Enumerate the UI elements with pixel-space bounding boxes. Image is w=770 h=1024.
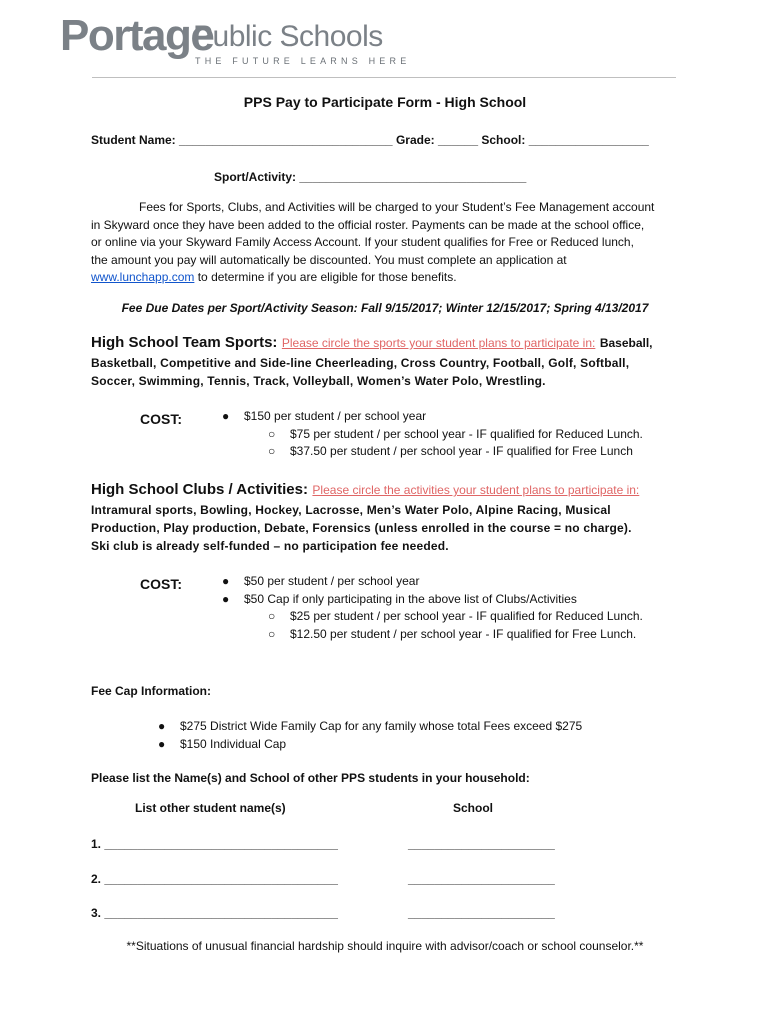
sport-activity-label: Sport/Activity: <box>214 170 297 184</box>
clubs-cost-reduced: $25 per student / per school year - IF qualified for Reduced Lunch. <box>290 609 643 623</box>
fee-cap-list <box>158 718 582 753</box>
household-row <box>91 837 338 851</box>
hardship-footnote: **Situations of unusual financial hardship should inquire with advisor/coach or school counselor.** <box>126 939 644 953</box>
sports-heading: High School Team Sports: <box>91 334 278 351</box>
bullet-icon: ● <box>158 719 166 733</box>
sports-list <box>91 354 691 390</box>
sports-instruction: Please circle the sports your student plans to participate in: <box>281 336 596 350</box>
clubs-list-line: Production, Play production, Debate, Forensics (unless enrolled in the course = no charge). <box>91 521 632 535</box>
clubs-cost-label: COST: <box>140 576 182 592</box>
household-school-field[interactable]: ______________________ <box>408 837 555 851</box>
fee-cap-heading: Fee Cap Information: <box>91 684 212 698</box>
student-name-label: Student Name: <box>91 133 176 147</box>
school-field[interactable]: __________________ <box>528 133 649 147</box>
grade-label: Grade: <box>395 133 435 147</box>
sports-heading-line <box>91 334 653 352</box>
household-row <box>91 872 338 886</box>
form-title: PPS Pay to Participate Form - High School <box>243 94 527 110</box>
sports-cost-free: $37.50 per student / per school year - IF qualified for Free Lunch <box>290 444 633 458</box>
sport-activity-field[interactable]: __________________________________ <box>299 170 527 184</box>
header-divider <box>92 77 676 78</box>
intro-line: or online via your Skyward Family Access Account. If your student qualifies for Free or Reduced lunch, <box>91 235 634 249</box>
household-row <box>91 906 338 920</box>
bullet-icon: ● <box>158 736 166 751</box>
intro-line: in Skyward once they have been added to the official roster. Payments can be made at the school office, <box>91 217 645 232</box>
clubs-cost-list <box>222 573 643 643</box>
sub-bullet-icon: ○ <box>268 626 276 641</box>
clubs-list <box>91 501 691 555</box>
sports-list-line: Soccer, Swimming, Tennis, Track, Volleyball, Women’s Water Polo, Wrestling. <box>91 374 546 388</box>
household-school-field[interactable]: ______________________ <box>408 906 555 920</box>
sports-cost-main: $150 per student / per school year <box>244 409 427 423</box>
household-row-number: 1. <box>91 837 102 851</box>
logo-public-schools: Public Schools <box>193 20 383 53</box>
household-col-school: School <box>453 801 494 815</box>
fee-cap-family: $275 District Wide Family Cap for any family whose total Fees exceed $275 <box>180 719 583 733</box>
sports-cost-list <box>222 408 643 461</box>
bullet-icon: ● <box>222 409 230 423</box>
household-row-number: 2. <box>91 872 102 886</box>
clubs-heading-line <box>91 481 639 499</box>
sub-bullet-icon: ○ <box>268 609 276 623</box>
logo-portage: Portage <box>60 11 214 60</box>
student-info-line <box>91 133 649 147</box>
sport-activity-line <box>214 170 526 184</box>
clubs-list-line: Intramural sports, Bowling, Hockey, Lacrosse, Men’s Water Polo, Alpine Racing, Musical <box>91 503 611 517</box>
sub-bullet-icon: ○ <box>268 426 276 441</box>
bullet-icon: ● <box>222 574 230 588</box>
sports-cost-label: COST: <box>140 411 182 427</box>
fee-cap-individual: $150 Individual Cap <box>180 736 287 751</box>
clubs-cost-cap: $50 Cap if only participating in the above list of Clubs/Activities <box>244 591 577 606</box>
logo-tagline: THE FUTURE LEARNS HERE <box>195 56 411 66</box>
clubs-cost-main: $50 per student / per school year <box>244 574 420 588</box>
grade-field[interactable]: ______ <box>437 133 479 147</box>
intro-line: to determine if you are eligible for those benefits. <box>194 270 457 284</box>
clubs-heading: High School Clubs / Activities: <box>91 481 308 498</box>
household-col-name: List other student name(s) <box>135 801 286 815</box>
intro-paragraph <box>91 199 691 287</box>
lunchapp-link[interactable]: www.lunchapp.com <box>91 270 195 284</box>
household-name-field[interactable]: ___________________________________ <box>104 837 338 851</box>
fee-due-dates: Fee Due Dates per Sport/Activity Season: Fall 9/15/2017; Winter 12/15/2017; Spring 4/13/2017 <box>121 301 649 315</box>
sports-cost-reduced: $75 per student / per school year - IF qualified for Reduced Lunch. <box>290 426 643 441</box>
household-name-field[interactable]: ___________________________________ <box>104 872 338 886</box>
intro-line: Fees for Sports, Clubs, and Activities will be charged to your Student’s Fee Management account <box>139 200 655 214</box>
student-name-field[interactable]: ________________________________ <box>179 133 393 147</box>
household-row-number: 3. <box>91 906 102 920</box>
sub-bullet-icon: ○ <box>268 444 276 458</box>
household-name-field[interactable]: ___________________________________ <box>104 906 338 920</box>
household-heading: Please list the Name(s) and School of other PPS students in your household: <box>91 771 530 785</box>
school-label: School: <box>481 133 526 147</box>
sports-list-line: Basketball, Competitive and Side-line Cheerleading, Cross Country, Football, Golf, Softball, <box>91 356 630 370</box>
clubs-list-line: Ski club is already self-funded – no participation fee needed. <box>91 539 449 553</box>
sports-list-start: Baseball, <box>599 336 653 350</box>
clubs-cost-free: $12.50 per student / per school year - IF qualified for Free Lunch. <box>290 626 637 641</box>
intro-line: the amount you pay will automatically be discounted. You must complete an application at <box>91 252 567 267</box>
clubs-instruction: Please circle the activities your student plans to participate in: <box>312 483 640 497</box>
household-school-field[interactable]: ______________________ <box>408 872 555 886</box>
bullet-icon: ● <box>222 591 230 606</box>
